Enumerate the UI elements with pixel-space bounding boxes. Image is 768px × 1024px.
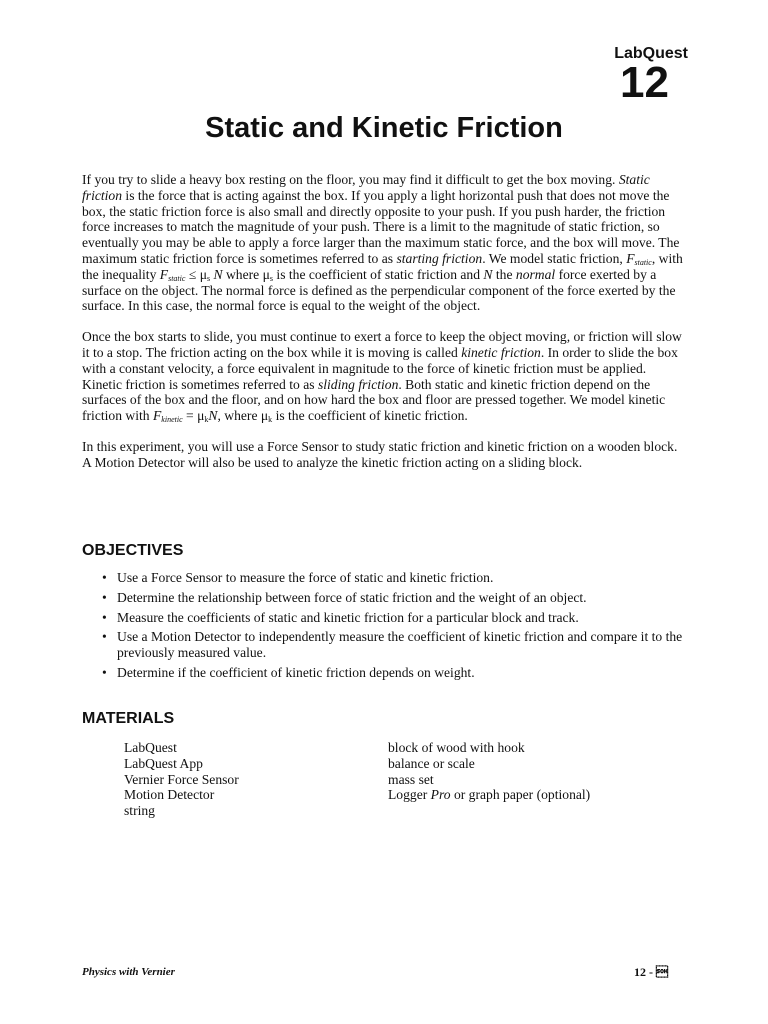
page-title: Static and Kinetic Friction bbox=[205, 112, 563, 144]
objective-item: • Use a Motion Detector to independently measure the coefficient of kinetic friction and compare it to the previously measured value. bbox=[100, 629, 690, 661]
footer-book-title: Physics with Vernier bbox=[82, 966, 175, 978]
objective-item: • Determine if the coefficient of kinetic friction depends on weight. bbox=[100, 665, 690, 681]
objective-item: • Measure the coefficients of static and kinetic friction for a particular block and track. bbox=[100, 610, 690, 626]
kinetic-friction-term: kinetic friction bbox=[461, 344, 541, 360]
intro-paragraph-3: In this experiment, you will use a Force Sensor to study static friction and kinetic friction on a wooden block. A Motion Detector will also be used to analyze the kinetic friction acting on a sliding block. bbox=[82, 438, 678, 470]
starting-friction-term: starting friction bbox=[396, 250, 483, 266]
objective-item: • Determine the relationship between force of static friction and the weight of an object. bbox=[100, 590, 690, 606]
experiment-number: 12 bbox=[620, 58, 669, 107]
intro-paragraph-2: Once the box starts to slide, you must continue to exert a force to keep the object moving, or friction will slow it to a stop. The friction acting on the box while it is moving is called kinetic friction. In order to slide the box with a constant velocity, a force equivalent in magnitude to the force of kinetic friction must be applied. Kinetic friction is sometimes referred to as sliding friction. Both static and kinetic friction depend on the surfaces of the box and the floor, and on how hard the box and floor are pressed together. We model kinetic friction with $F_{kinetic} = \mu_kN$, where $\mu_k$ is the coefficient of kinetic friction. bbox=[82, 329, 682, 425]
material-item: balance or scale bbox=[388, 755, 475, 771]
footer-page-number: 12 -  bbox=[634, 965, 668, 979]
lab-badge bbox=[568, 45, 688, 107]
material-item: string bbox=[124, 803, 155, 819]
materials-list-right bbox=[388, 740, 590, 803]
material-item: LabQuest bbox=[124, 740, 177, 755]
objectives-heading: OBJECTIVES bbox=[82, 542, 184, 559]
material-item: LabQuest App bbox=[124, 755, 203, 771]
material-item: block of wood with hook bbox=[388, 740, 525, 755]
sliding-friction-term: sliding friction bbox=[317, 376, 399, 392]
normal-term: normal bbox=[515, 266, 556, 282]
materials-list-left bbox=[124, 740, 239, 819]
materials-heading: MATERIALS bbox=[82, 710, 175, 727]
static-friction-term: Static friction bbox=[82, 172, 650, 203]
intro-text bbox=[82, 172, 688, 486]
material-item: Logger Pro or graph paper (optional) bbox=[388, 787, 591, 803]
labquest-label: LabQuest bbox=[614, 45, 688, 62]
objectives-list bbox=[100, 570, 690, 685]
material-item: Motion Detector bbox=[124, 787, 215, 803]
material-item: mass set bbox=[388, 771, 434, 787]
material-item: Vernier Force Sensor bbox=[124, 771, 239, 787]
objective-item: • Use a Force Sensor to measure the force of static and kinetic friction. bbox=[100, 570, 690, 586]
intro-paragraph-1: If you try to slide a heavy box resting on the floor, you may find it difficult to get the box moving. Static friction is the force that is acting against the box. If you apply a light horizontal push that does not move the box, the static friction force is also small and directly opposite to your push. If you push harder, the friction force increases to match the magnitude of your push. There is a limit to the magnitude of static friction, so eventually you may be able to apply a force larger than the maximum static force, and the box will move. The maximum static friction force is sometimes referred to as starting friction. We model static friction, $F_{static}$, with the inequality $F_{static} \le \mu_s$ N where $\mu_s$ is the coefficient of static friction and N the normal force exerted by a surface on the object. The normal force is defined as the perpendicular component of the force exerted by the surface. In this case, the normal force is equal to the weight of the object. bbox=[82, 172, 683, 314]
